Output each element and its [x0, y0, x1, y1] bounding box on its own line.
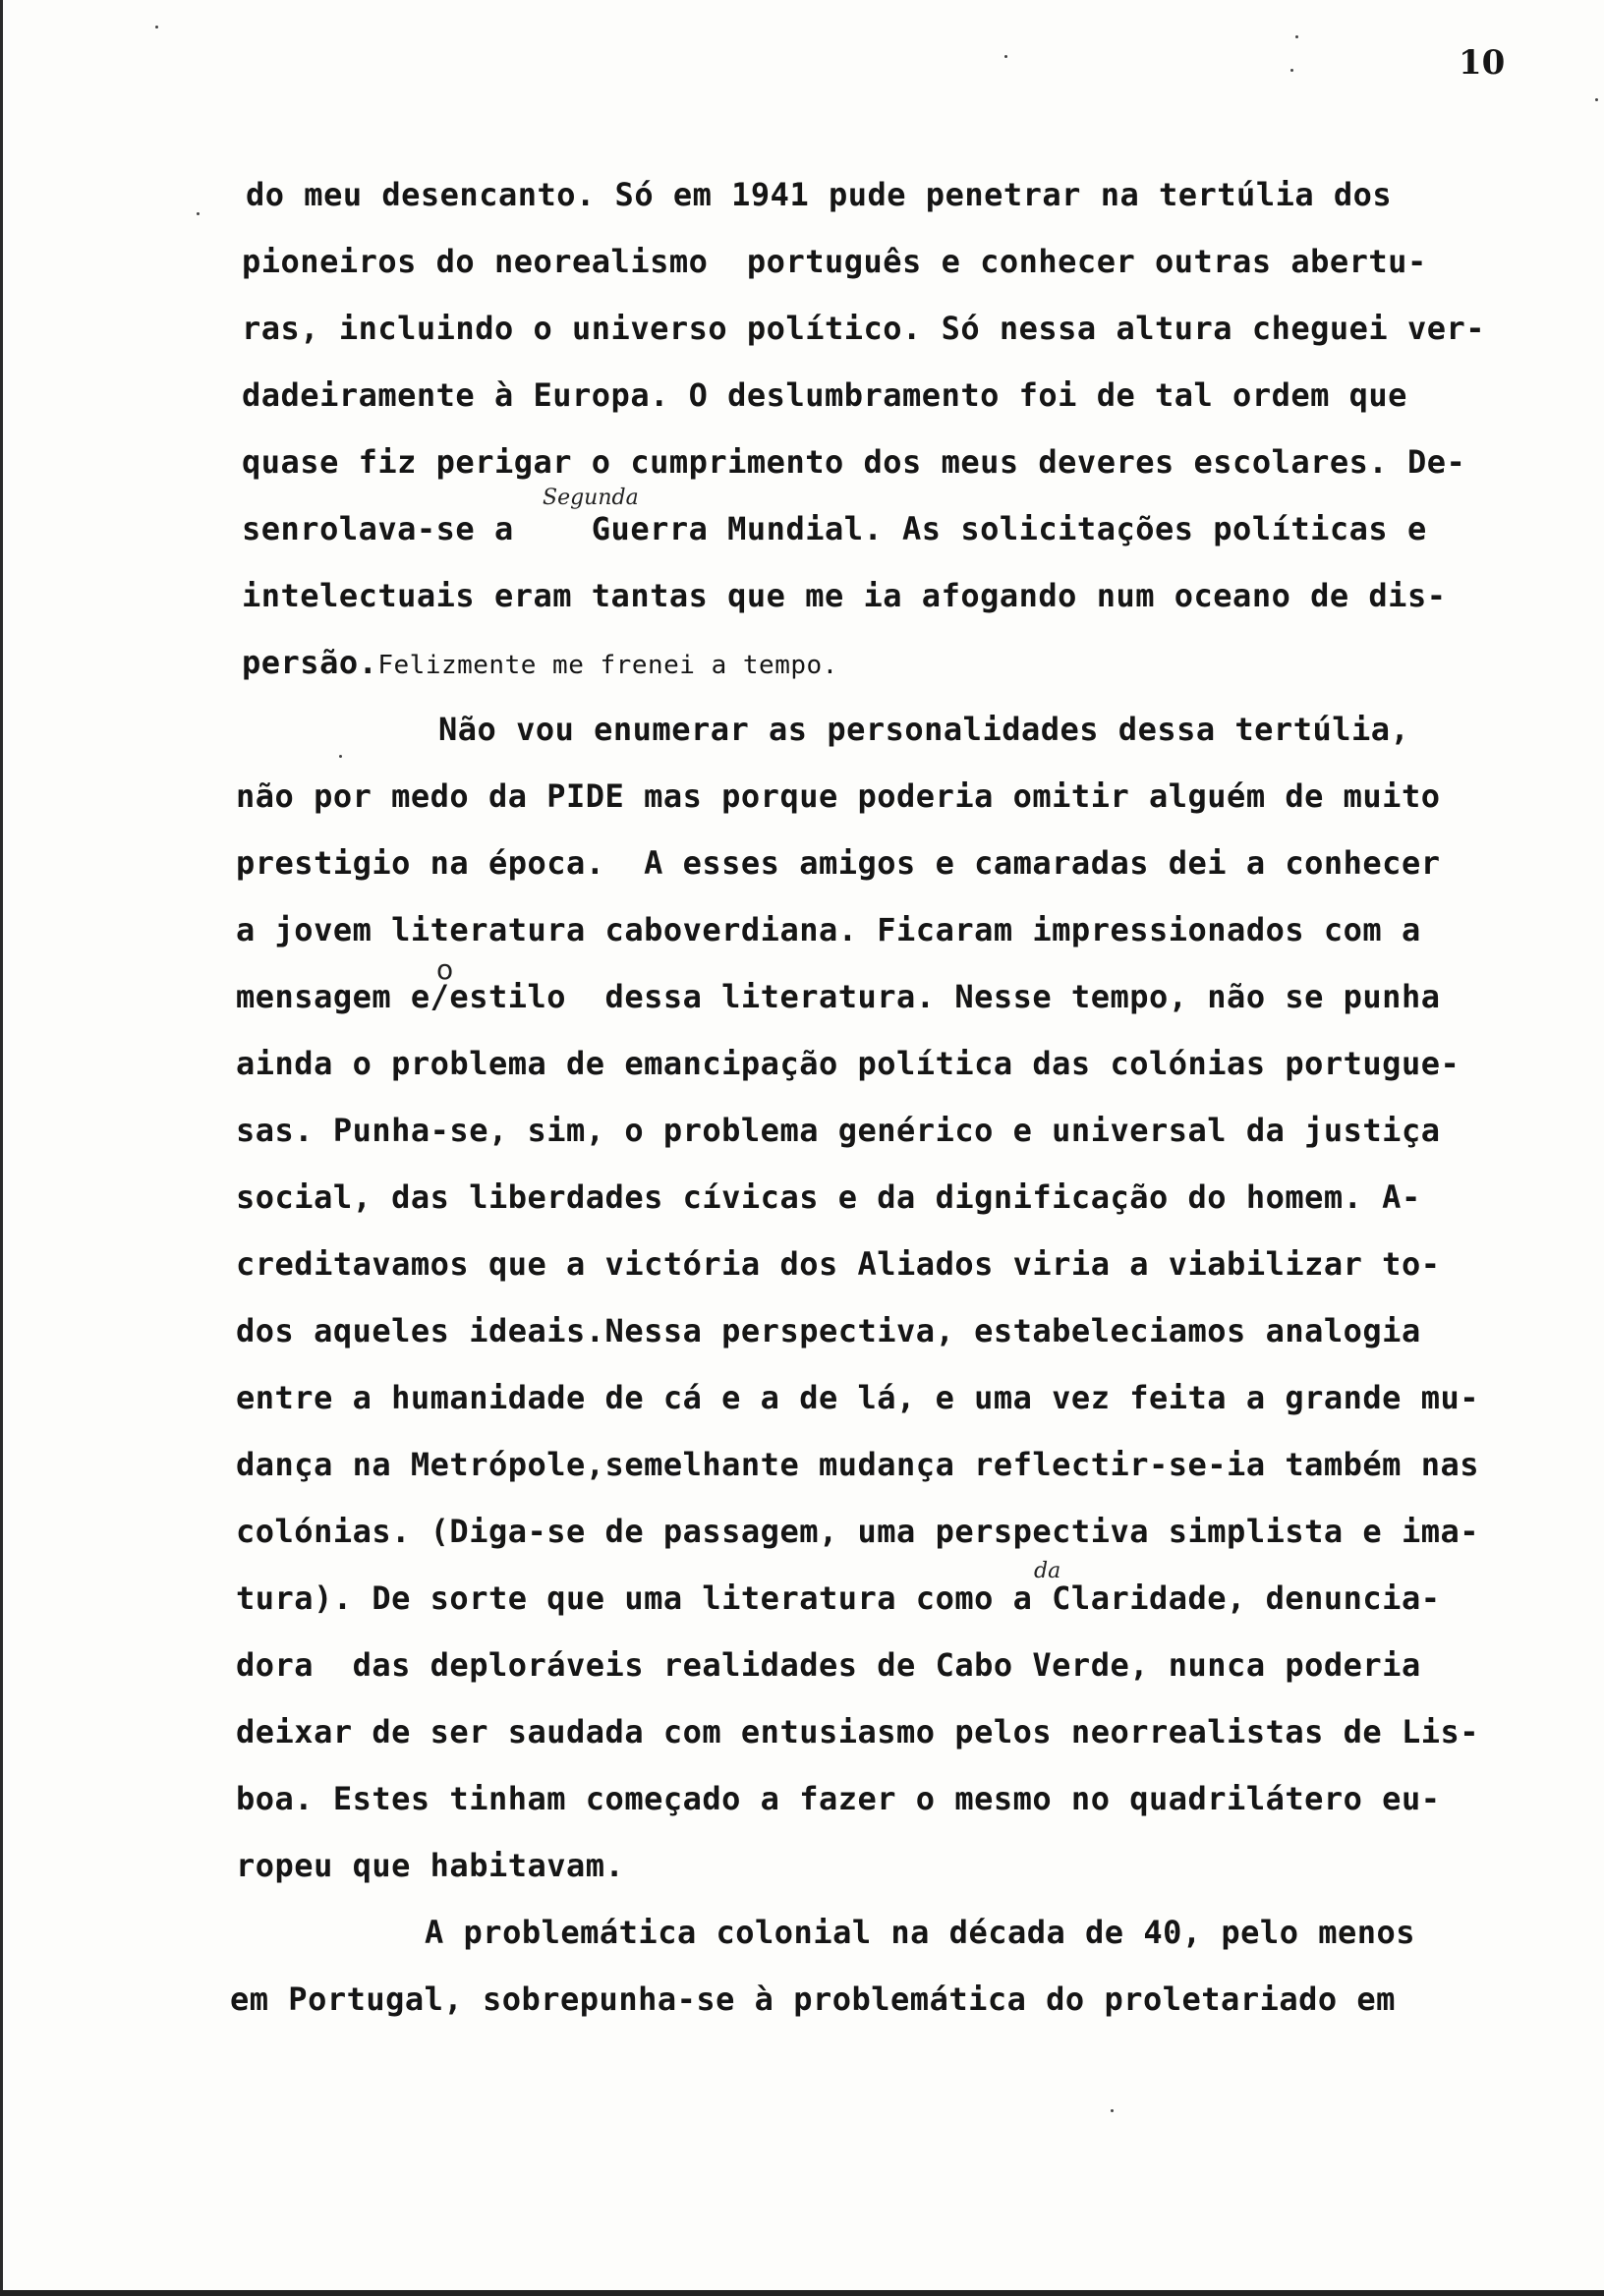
text-line: tura). De sorte que uma literatura como a Claridade, denuncia- — [236, 1579, 1441, 1617]
text-line: do meu desencanto. Só em 1941 pude penetrar na tertúlia dos — [246, 176, 1393, 213]
speck — [339, 755, 342, 758]
text-line: mensagem e/estilo dessa literatura. Nesse tempo, não se punha — [236, 978, 1441, 1015]
text-fragment: persão. — [242, 644, 378, 681]
text-line: não por medo da PIDE mas porque poderia omitir alguém de muito — [236, 777, 1441, 815]
page-number: 10 — [1459, 43, 1506, 83]
text-line: dos aqueles ideais.Nessa perspectiva, estabeleciamos analogia — [236, 1312, 1421, 1349]
text-line: intelectuais eram tantas que me ia afogando num oceano de dis- — [242, 577, 1447, 614]
text-line: dadeiramente à Europa. O deslumbramento foi de tal ordem que — [242, 376, 1407, 414]
speck — [1295, 35, 1298, 38]
text-line: quase fiz perigar o cumprimento dos meus deveres escolares. De- — [242, 443, 1466, 481]
typed-light-text: Felizmente me frenei a tempo. — [377, 651, 838, 680]
handwritten-note-da: da — [1034, 1559, 1061, 1583]
handwritten-note-segunda: Segunda — [543, 486, 639, 510]
speck — [1004, 55, 1007, 58]
text-line: dança na Metrópole,semelhante mudança reflectir-se-ia também nas — [236, 1446, 1479, 1483]
page-edge-left — [0, 0, 3, 2296]
text-line: prestigio na época. A esses amigos e camaradas dei a conhecer — [236, 844, 1441, 882]
text-line: em Portugal, sobrepunha-se à problemática do proletariado em — [230, 1980, 1396, 2018]
text-line: senrolava-se a Guerra Mundial. As solicitações políticas e — [242, 510, 1427, 547]
text-line: colónias. (Diga-se de passagem, uma perspectiva simplista e ima- — [236, 1513, 1479, 1550]
text-line: social, das liberdades cívicas e da dignificação do homem. A- — [236, 1178, 1421, 1216]
text-line: boa. Estes tinham começado a fazer o mesmo no quadrilátero eu- — [236, 1780, 1441, 1817]
text-line: a jovem literatura caboverdiana. Ficaram impressionados com a — [236, 911, 1421, 948]
speck — [197, 212, 200, 215]
text-line: ras, incluindo o universo político. Só nessa altura cheguei ver- — [242, 310, 1485, 347]
speck — [1111, 2109, 1114, 2112]
text-line — [242, 643, 838, 685]
text-line: entre a humanidade de cá e a de lá, e uma vez feita a grande mu- — [236, 1379, 1479, 1416]
text-line: creditavamos que a victória dos Aliados viria a viabilizar to- — [236, 1245, 1441, 1283]
text-line: dora das deploráveis realidades de Cabo Verde, nunca poderia — [236, 1646, 1421, 1684]
text-line: A problemática colonial na década de 40, pelo menos — [425, 1914, 1416, 1951]
text-line: ropeu que habitavam. — [236, 1847, 625, 1884]
text-line: ainda o problema de emancipação política das colónias portugue- — [236, 1045, 1461, 1082]
handwritten-insert-o: o — [436, 953, 454, 986]
text-line: deixar de ser saudada com entusiasmo pelos neorrealistas de Lis- — [236, 1713, 1479, 1751]
text-line: sas. Punha-se, sim, o problema genérico e universal da justiça — [236, 1112, 1441, 1149]
speck — [155, 26, 158, 29]
page-edge-bottom — [0, 2290, 1604, 2296]
text-line: pioneiros do neorealismo português e conhecer outras abertu- — [242, 243, 1427, 280]
speck — [1290, 69, 1293, 72]
text-line: Não vou enumerar as personalidades dessa tertúlia, — [438, 711, 1410, 748]
speck — [1595, 98, 1598, 101]
